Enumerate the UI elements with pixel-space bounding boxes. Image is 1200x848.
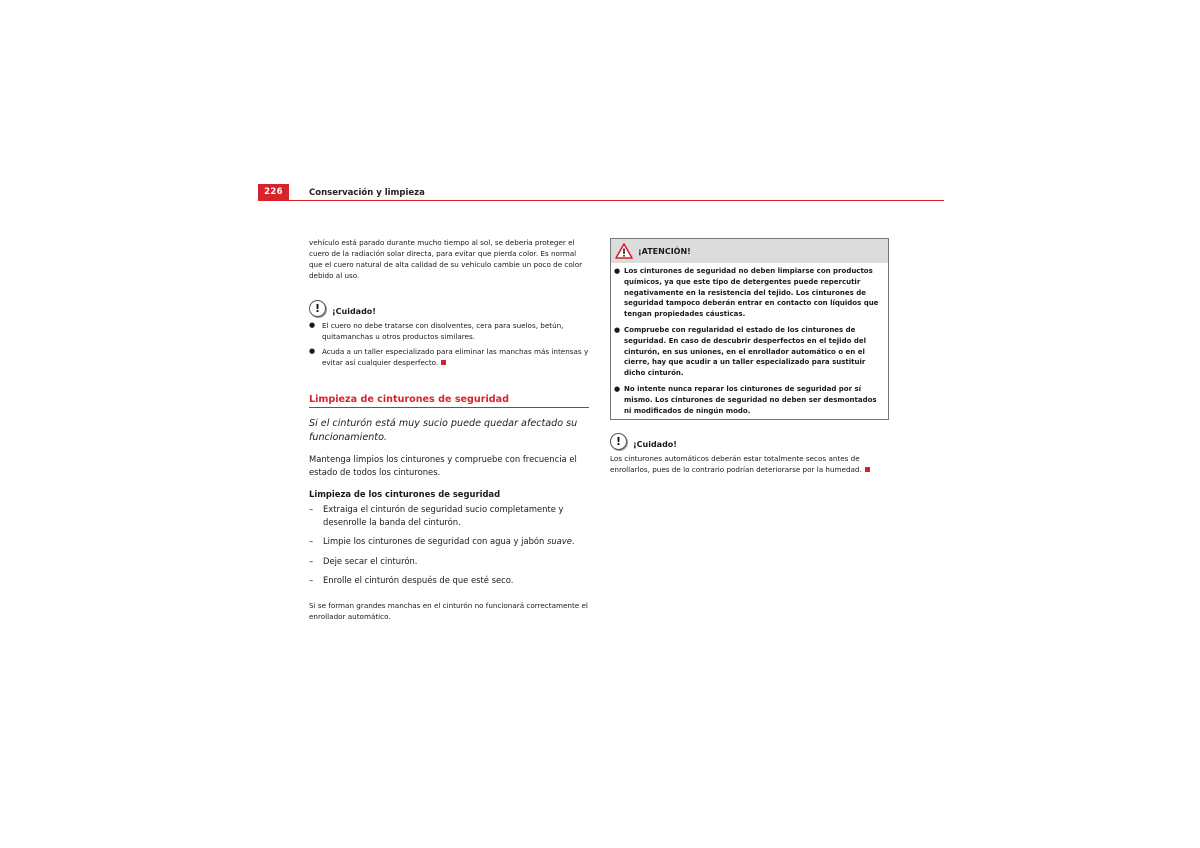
bullet-dot-icon: ● bbox=[614, 384, 621, 393]
caution-title: ¡Cuidado! bbox=[332, 306, 376, 316]
bullet-dot-icon: ● bbox=[614, 267, 621, 275]
procedure-step: – Extraiga el cinturón de seguridad sucio completamente y desenrolle la banda del cinturón. bbox=[309, 504, 564, 527]
warning-bullet: ● No intente nunca reparar los cinturones de seguridad por sí mismo. Los cinturones de seguridad no deben ser desmontados ni modificados de ningún modo. bbox=[614, 384, 877, 415]
caution-circle-icon: ! bbox=[610, 433, 627, 450]
bullet-dot-icon: ● bbox=[309, 321, 316, 329]
caution-bullet: ● El cuero no debe tratarse con disolventes, cera para suelos, betún, quitamanchas u otros productos similares. bbox=[309, 321, 564, 341]
procedure-subheading: Limpieza de los cinturones de seguridad bbox=[309, 489, 501, 499]
warning-bullet: ● Compruebe con regularidad el estado de los cinturones de seguridad. En caso de descubrir desperfectos en el tejido del cinturón, en sus uniones, en el enrollador automático o en el cierre, hay que acudir a un taller especializado para sustituir dicho cinturón. bbox=[614, 325, 866, 378]
caution-heading bbox=[309, 299, 589, 317]
warning-header bbox=[611, 239, 888, 263]
procedure-step: – Deje secar el cinturón. bbox=[309, 555, 418, 566]
footnote: Si se forman grandes manchas en el cinturón no funcionará correctamente el enrollador automático. bbox=[309, 600, 588, 621]
procedure-step: – Limpie los cinturones de seguridad con agua y jabón suave. bbox=[309, 536, 575, 546]
page-number: 226 bbox=[258, 184, 289, 200]
warning-bullet: ● Los cinturones de seguridad no deben limpiarse con productos químicos, ya que este tipo de detergentes puede repercutir negativamente en la resistencia del tejido. Los cinturones de seguridad tampoco deberán entrar en contacto con líquidos que tengan propiedades cáusticas. bbox=[614, 267, 879, 319]
header-rule bbox=[258, 200, 944, 201]
warning-body bbox=[611, 263, 888, 419]
section-header-title: Conservación y limpieza bbox=[309, 188, 425, 198]
warning-title: ¡ATENCIÓN! bbox=[638, 246, 691, 256]
caution-text: Los cinturones automáticos deberán estar totalmente secos antes de enrollarlos, pues de lo contrario podrían deteriorarse por la humedad. bbox=[610, 453, 889, 475]
warning-triangle-icon bbox=[615, 243, 633, 259]
right-column bbox=[610, 238, 889, 475]
warning-box bbox=[610, 238, 889, 420]
caution-circle-icon: ! bbox=[309, 300, 326, 317]
procedure-step: – Enrolle el cinturón después de que esté seco. bbox=[309, 575, 514, 585]
caution-bullets bbox=[309, 320, 589, 368]
bullet-dot-icon: ● bbox=[309, 347, 316, 355]
caution-title: ¡Cuidado! bbox=[633, 439, 677, 449]
left-column bbox=[309, 237, 589, 622]
section-title: Limpieza de cinturones de seguridad bbox=[309, 394, 589, 408]
body-paragraph: Mantenga limpios los cinturones y compruebe con frecuencia el estado de todos los cinturones. bbox=[309, 454, 577, 477]
bullet-dot-icon: ● bbox=[614, 325, 621, 334]
end-of-section-icon bbox=[441, 360, 446, 365]
end-of-section-icon bbox=[865, 467, 870, 472]
caution-heading bbox=[610, 432, 889, 450]
intro-paragraph: vehículo está parado durante mucho tiempo al sol, se debería proteger el cuero de la radiación solar directa, para evitar que pierda color. Es normal que el cuero natural de alta calidad de su vehículo cambie un poco de color debido al uso. bbox=[309, 238, 583, 280]
caution-bullet: ● Acuda a un taller especializado para eliminar las manchas más intensas y evitar así cualquier desperfecto. bbox=[309, 347, 589, 367]
section-intro: Si el cinturón está muy sucio puede quedar afectado su funcionamiento. bbox=[309, 418, 578, 443]
